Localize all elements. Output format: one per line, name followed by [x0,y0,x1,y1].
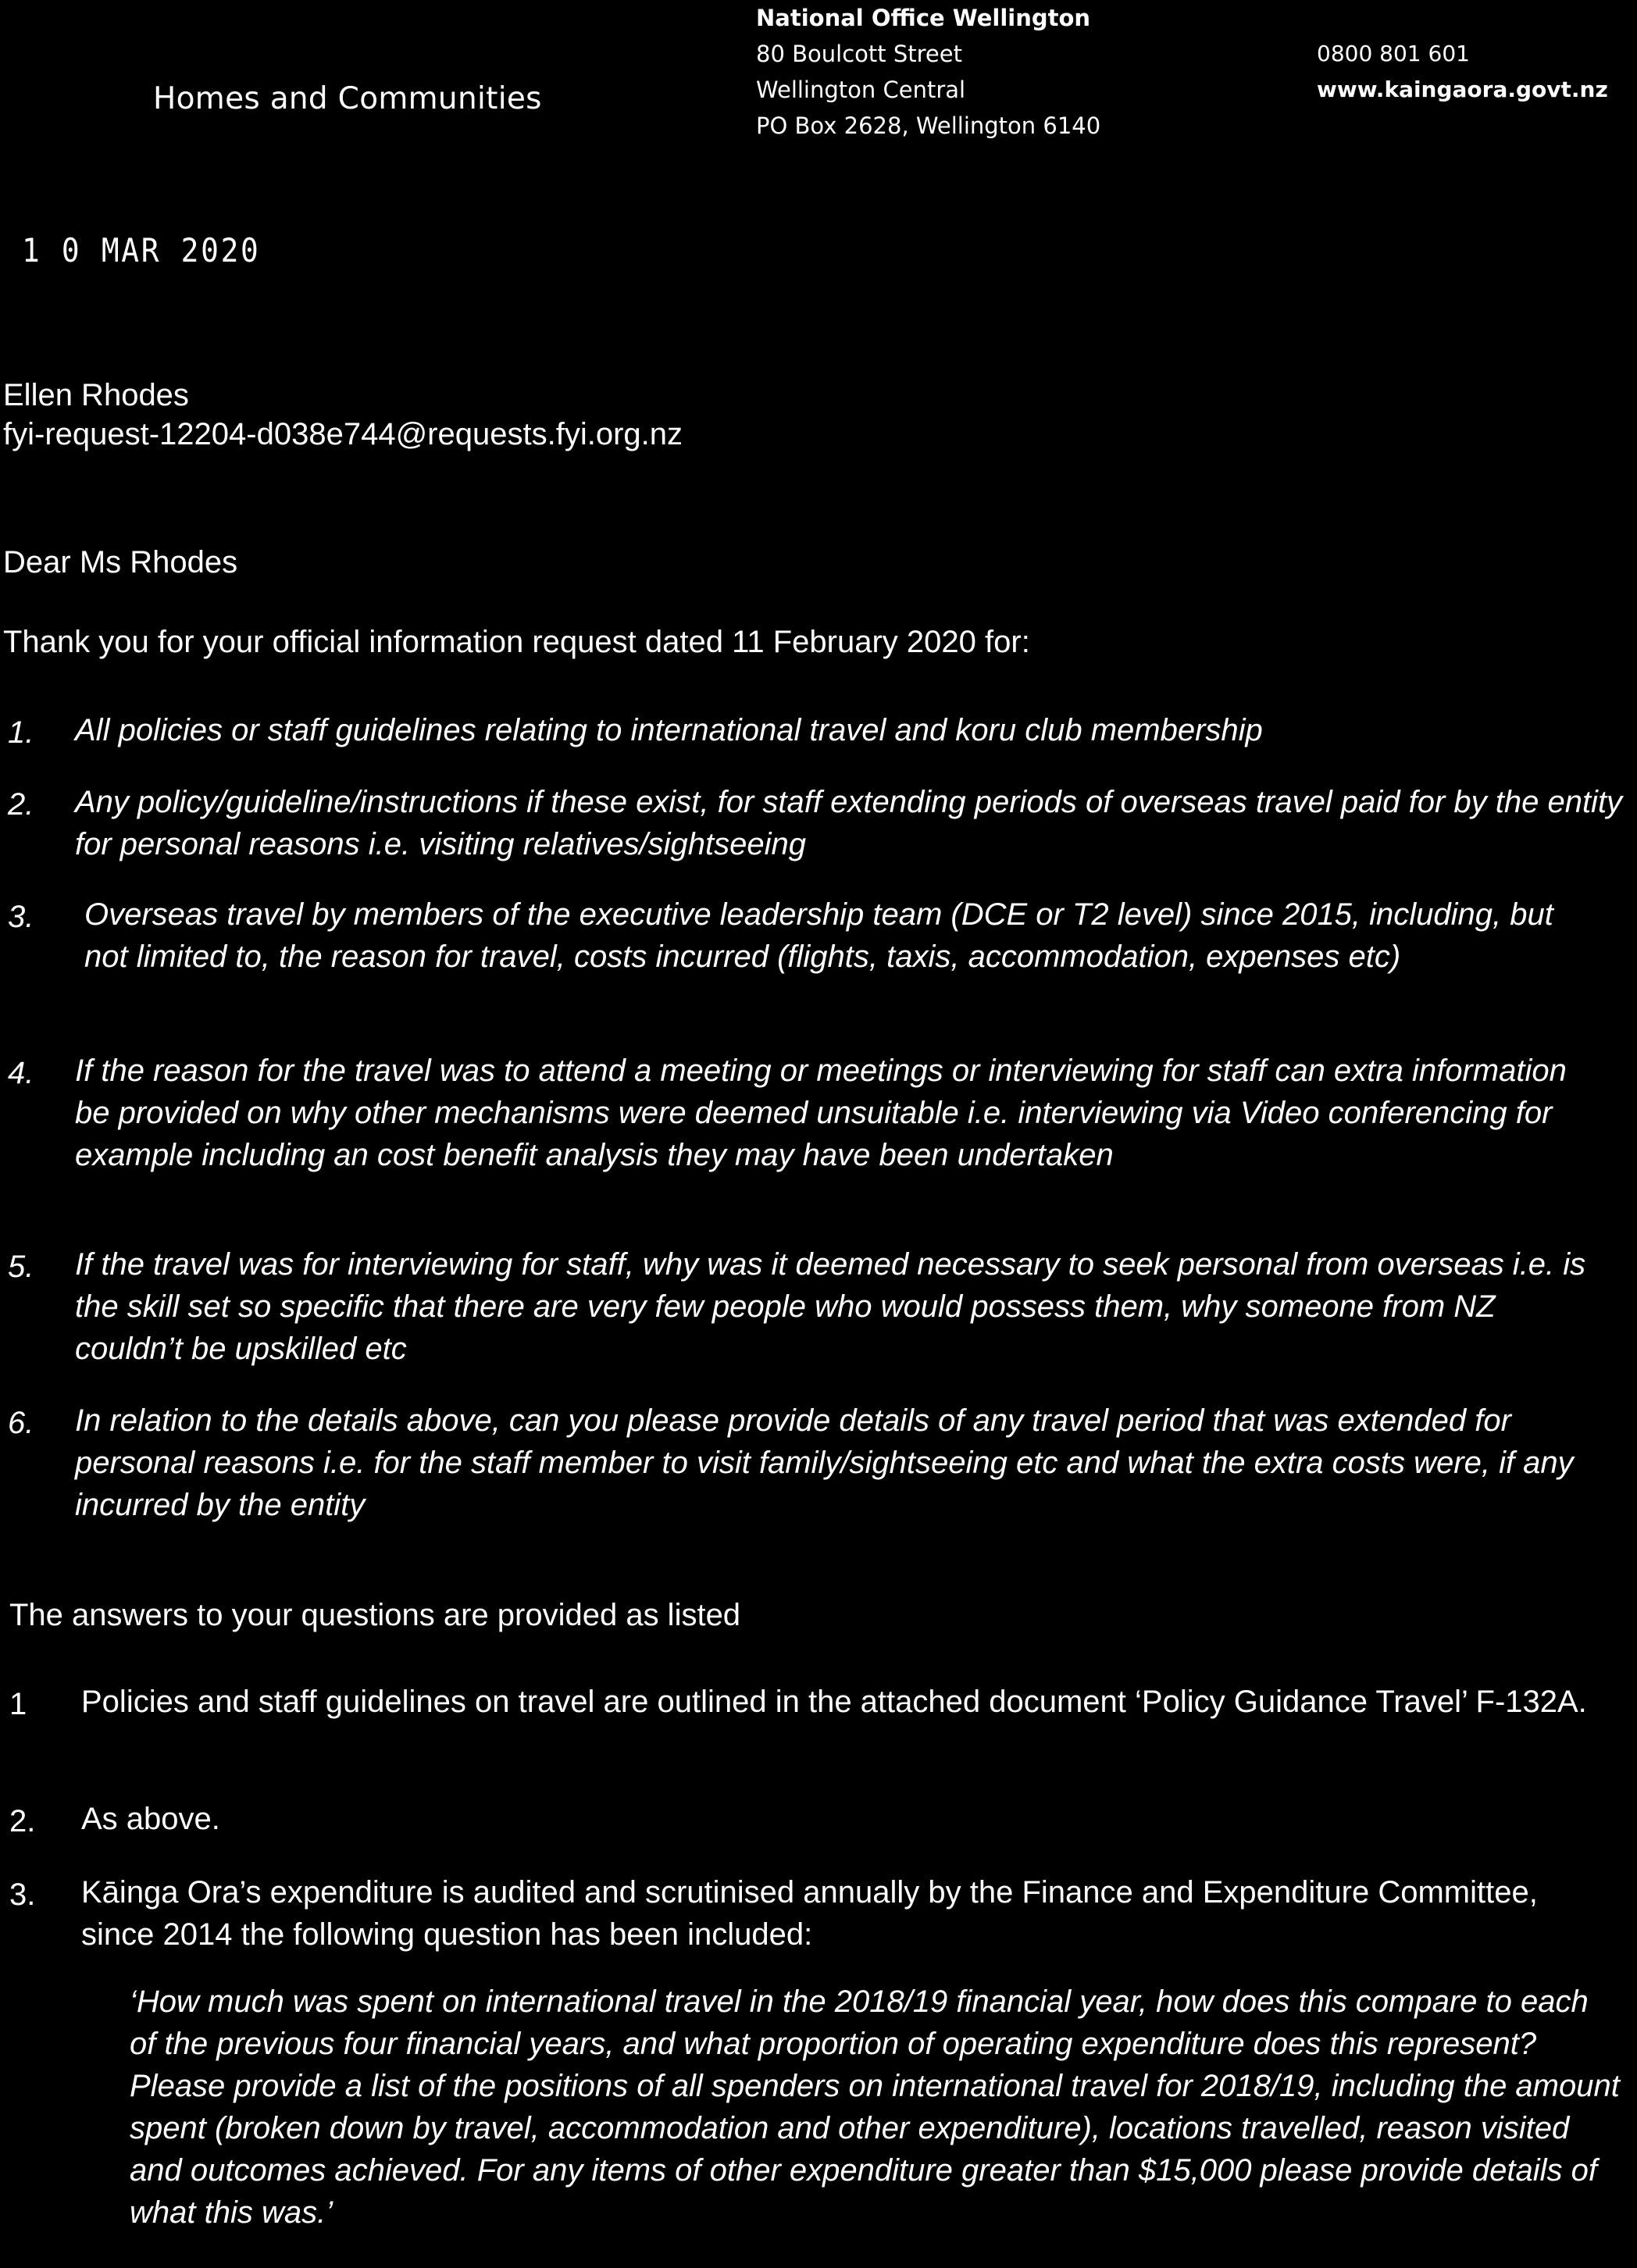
list-item-text: Policies and staff guidelines on travel are outlined in the attached document ‘Policy Guidance Travel’ F-132A. [81,1685,1587,1719]
address-line: PO Box 2628, Wellington 6140 [756,112,1101,139]
list-item-text: Overseas travel by members of the executive leadership team (DCE or T2 level) since 2015, including, but not limited to, the reason for travel, costs incurred (flights, taxis, accommodation, expenses etc) [84,897,1553,974]
intro-paragraph: Thank you for your official information request dated 11 February 2020 for: [3,625,1030,659]
recipient-name: Ellen Rhodes [3,378,189,412]
office-name: National Office Wellington [756,5,1091,31]
address-line: 80 Boulcott Street [756,41,962,67]
list-item-number: 2. [9,1804,36,1838]
organisation-brand: Homes and Communities [153,81,542,116]
list-item-text: If the reason for the travel was to attend a meeting or meetings or interviewing for staff can extra information be provided on why other mechanisms were deemed unsuitable i.e. interviewing via Video conferencing for example including an cost benefit analysis they may have been undertaken [75,1054,1567,1172]
salutation: Dear Ms Rhodes [3,545,238,579]
list-item-number: 1 [9,1687,27,1721]
address-line: Wellington Central [756,77,966,103]
list-item-text: Any policy/guideline/instructions if these exist, for staff extending periods of overseas travel paid for by the entity for personal reasons i.e. visiting relatives/sightseeing [75,785,1623,861]
list-item-number: 2. [8,787,34,822]
list-item-number: 3. [8,900,34,934]
answers-intro: The answers to your questions are provided as listed [9,1598,741,1632]
list-item-text: Kāinga Ora’s expenditure is audited and scrutinised annually by the Finance and Expenditure Committee, since 2014 the following question has been included: [81,1875,1538,1952]
list-item-text: In relation to the details above, can you please provide details of any travel period that was extended for personal reasons i.e. for the staff member to visit family/sightseeing etc and what the extra costs were, if any incurred by the entity [75,1403,1574,1522]
office-address-block [756,0,1100,144]
list-item-number: 1. [8,715,34,750]
phone-number: 0800 801 601 [1317,41,1470,66]
list-item-number: 5. [8,1250,34,1284]
list-item-number: 6. [8,1406,34,1440]
list-item-text: All policies or staff guidelines relating to international travel and koru club membership [75,713,1263,747]
list-item-number: 4. [8,1056,34,1090]
list-item-text: As above. [81,1802,220,1836]
list-item-number: 3. [9,1878,36,1912]
website-link[interactable]: www.kaingaora.govt.nz [1317,77,1608,102]
quoted-question: ‘How much was spent on international travel in the 2018/19 financial year, how does this compare to each of the previous four financial years, and what proportion of operating expenditure does this represent? Please provide a list of the positions of all spenders on international travel for 2018/19, including the amount spent (broken down by travel, accommodation and other expenditure), locations travelled, reason visited and outcomes achieved. For any items of other expenditure greater than $15,000 please provide details of what this was.’ [130,1984,1620,2230]
recipient-email[interactable]: fyi-request-12204-d038e744@requests.fyi.org.nz [3,417,683,451]
date-stamp: 1 0 MAR 2020 [22,231,261,269]
list-item-text: If the travel was for interviewing for staff, why was it deemed necessary to seek personal from overseas i.e. is the skill set so specific that there are very few people who would possess them, why someone from NZ couldn’t be upskilled etc [75,1247,1586,1366]
contact-block [1317,36,1608,108]
